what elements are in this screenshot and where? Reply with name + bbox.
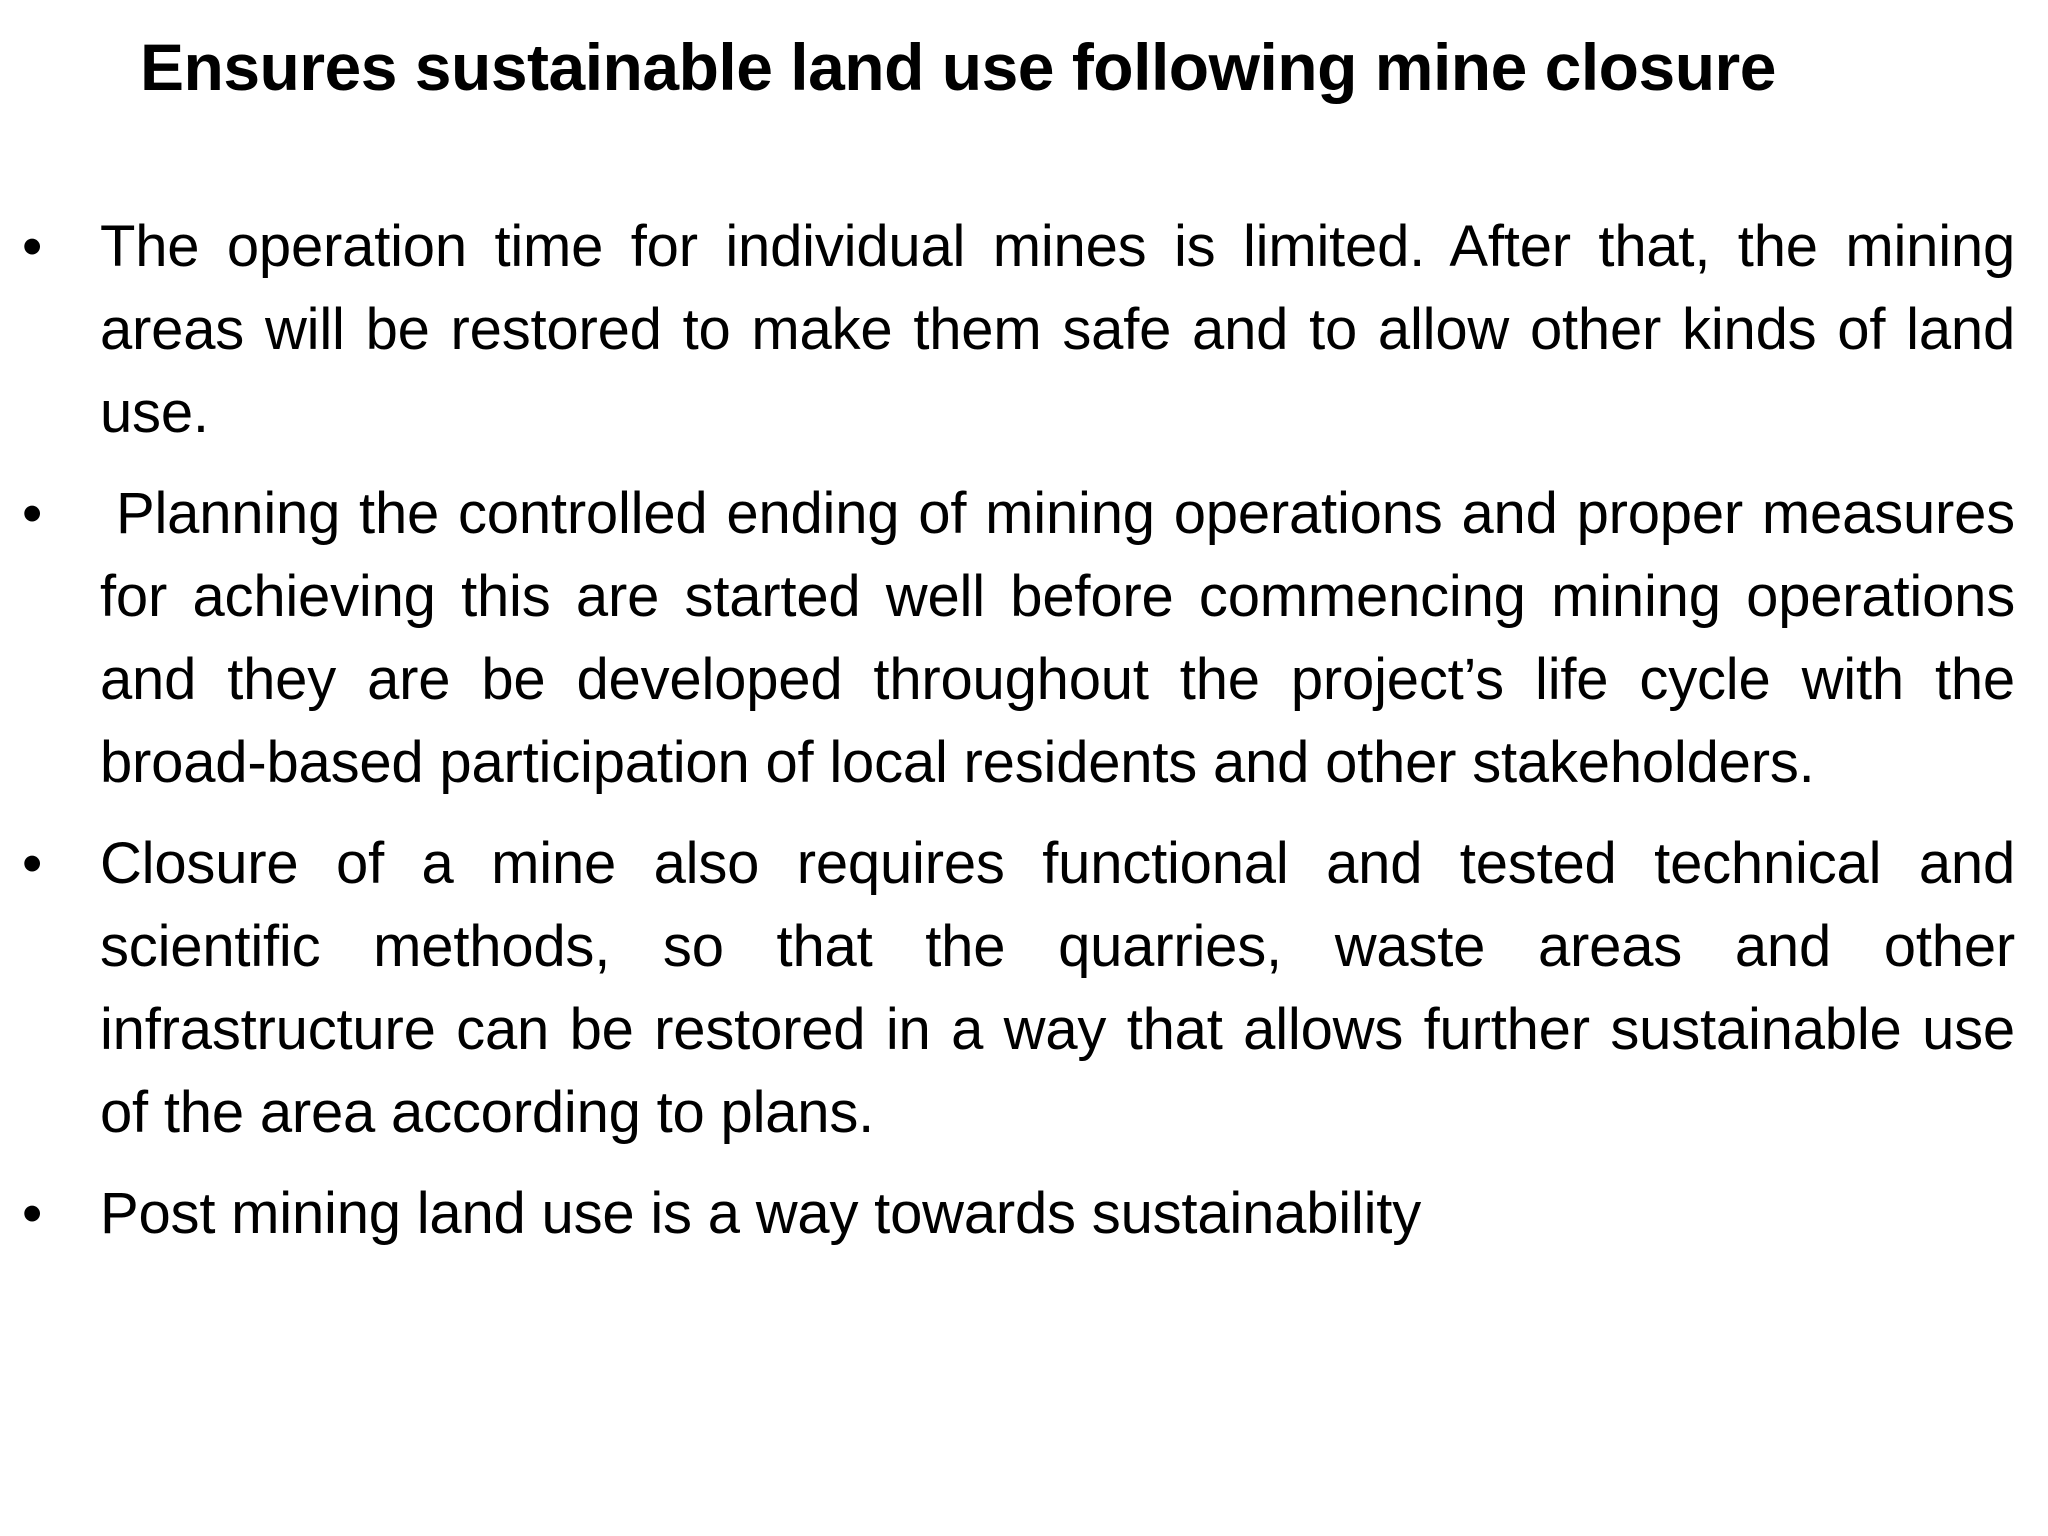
bullet-dot-icon: •	[22, 481, 43, 546]
bullet-dot-icon: •	[22, 831, 43, 896]
bullet-text: Closure of a mine also requires functional and tested technical and scientific methods, so that the quarries, waste areas and other infrastructure can be restored in a way that allows further sustainable use of the area according to plans.	[100, 831, 2015, 1145]
bullet-item	[0, 822, 2048, 1154]
bullet-item	[0, 472, 2048, 804]
bullet-dot-icon: •	[22, 214, 43, 279]
bullet-text: The operation time for individual mines is limited. After that, the mining areas will be restored to make them safe and to allow other kinds of land use.	[100, 214, 2015, 445]
bullet-text: Planning the controlled ending of mining operations and proper measures for achieving this are started well before commencing mining operations and they are be developed throughout the project’s life cycle with the broad-based participation of local residents and other stakeholders.	[100, 481, 2015, 795]
bullet-item	[0, 205, 2048, 454]
bullet-dot-icon: •	[22, 1181, 43, 1246]
slide-title: Ensures sustainable land use following mine closure	[140, 30, 1776, 104]
bullet-list	[0, 205, 2048, 1273]
bullet-text: Post mining land use is a way towards sustainability	[100, 1181, 1422, 1246]
bullet-item	[0, 1172, 2048, 1255]
